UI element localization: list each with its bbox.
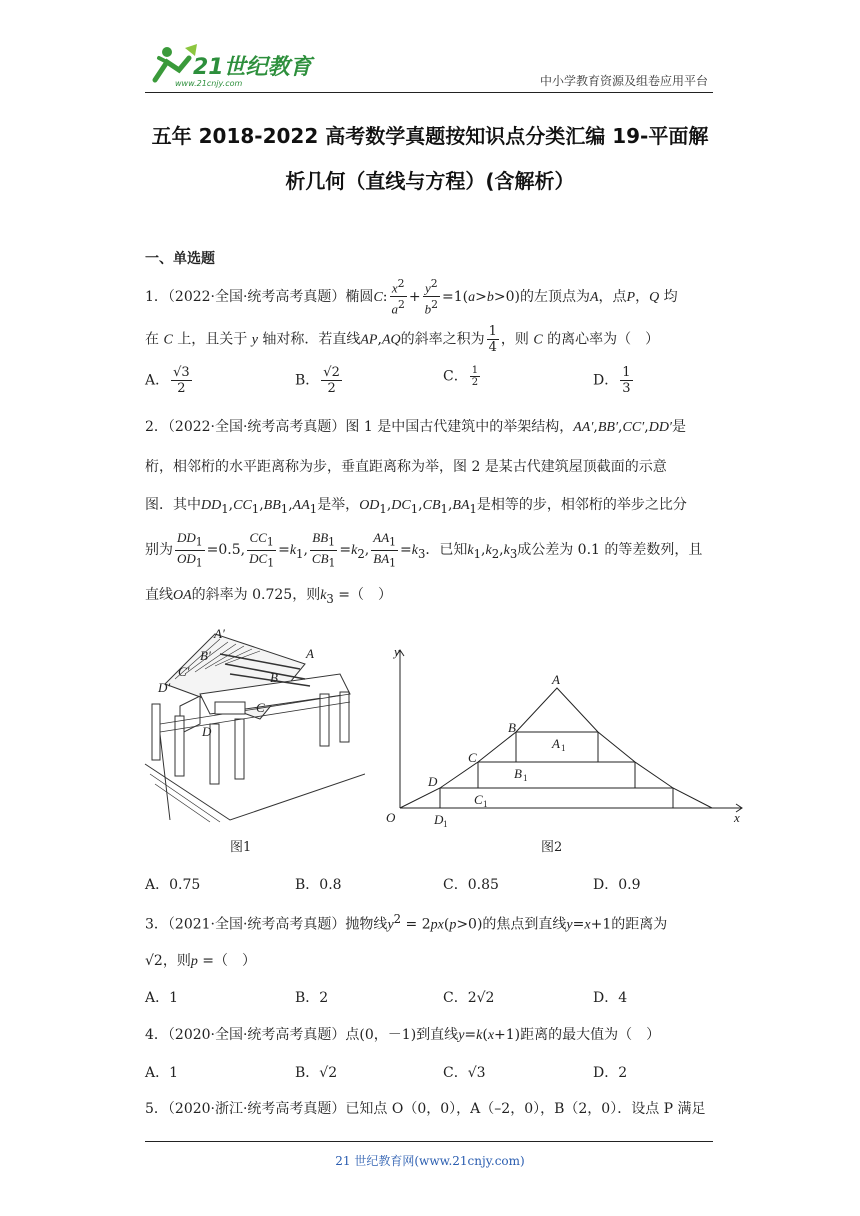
q5-line1: 5．（2020·浙江·统考高考真题）已知点 O（0，0），A（–2，0），B（2，0）．设点 P 满足 <box>145 1101 706 1117</box>
q1-option-c[interactable]: C． $\frac{1}{2}$ <box>443 365 479 388</box>
q2-option-d[interactable]: D．0.9 <box>593 877 641 893</box>
q4-line1: 4．（2020·全国·统考高考真题）点(0，－1)到直线y=k(x+1)距离的最大值为（ ） <box>145 1027 661 1043</box>
q2-line3: 图．其中$DD_1,CC_1,BB_1,AA_1$是举，$OD_1,DC_1,CB_1,BA_1$是相等的步，相邻桁的举步之比分 <box>145 497 687 516</box>
figure-1-caption: 图1 <box>230 840 252 855</box>
q2-option-a[interactable]: A．0.75 <box>145 877 201 893</box>
section-heading: 一、单选题 <box>145 251 215 267</box>
q1-option-a[interactable]: A． $\frac{√3}{2}$ <box>145 365 190 396</box>
header-rule <box>145 92 713 93</box>
q1-line2: 在 C 上，且关于 y 轴对称．若直线AP,AQ的斜率之积为 $\frac{1}{4}$ ，则 C 的离心率为（ ） <box>145 324 660 355</box>
q4-option-d[interactable]: D．2 <box>593 1065 628 1081</box>
q3-option-a[interactable]: A．1 <box>145 990 179 1006</box>
page-title-line1: 五年 2018-2022 高考数学真题按知识点分类汇编 19-平面解 <box>151 124 709 148</box>
q1-option-b[interactable]: B． $\frac{√2}{2}$ <box>295 365 340 396</box>
q4-option-a[interactable]: A．1 <box>145 1065 179 1081</box>
svg-text:B: B <box>514 766 522 781</box>
svg-text:D′: D′ <box>158 680 171 695</box>
q4-option-c[interactable]: C．√3 <box>443 1065 486 1081</box>
svg-text:D: D <box>428 774 438 789</box>
svg-text:C: C <box>474 792 483 807</box>
q1-line1: 1．（2022·全国·统考高考真题）椭圆C: $\frac{x^2}{a^2}$ + $\frac{y^2}{b^2}$ =1(a>b>0)的左顶点为A，点P，Q 均 <box>145 277 678 317</box>
svg-text:1: 1 <box>561 743 566 753</box>
svg-text:A′: A′ <box>214 626 225 641</box>
site-name: 中小学教育资源及组卷应用平台 <box>539 74 708 88</box>
svg-text:D: D <box>202 724 212 739</box>
svg-text:B: B <box>508 720 516 735</box>
figure-1-illustration <box>140 624 365 824</box>
svg-text:1: 1 <box>443 819 448 829</box>
q2-option-c[interactable]: C．0.85 <box>443 877 499 893</box>
svg-text:B′: B′ <box>200 648 211 663</box>
q2-line5: 直线OA的斜率为 0.725，则$k_3$ =（ ） <box>145 587 393 606</box>
svg-text:21世纪教育: 21世纪教育 <box>193 55 312 80</box>
svg-text:1: 1 <box>523 773 528 783</box>
svg-text:O: O <box>386 810 396 825</box>
svg-text:A: A <box>552 672 560 687</box>
q3-line1: 3．（2021·全国·统考高考真题）抛物线$y^2 = 2px(p>0)$的焦点到直线y=x+1的距离为 <box>145 912 668 933</box>
svg-text:D: D <box>434 812 444 827</box>
logo <box>145 40 315 92</box>
svg-text:C: C <box>468 750 477 765</box>
q2-line2: 桁，相邻桁的水平距离称为步，垂直距离称为举，图 2 是某古代建筑屋顶截面的示意 <box>145 459 667 475</box>
page-title-line2: 析几何（直线与方程）(含解析） <box>285 169 575 193</box>
svg-text:x: x <box>734 810 740 825</box>
figure-2-diagram <box>380 640 750 830</box>
q2-option-b[interactable]: B．0.8 <box>295 877 342 893</box>
svg-text:B: B <box>270 670 278 685</box>
q1-option-d[interactable]: D． $\frac{1}{3}$ <box>593 365 631 396</box>
q2-line1: 2．（2022·全国·统考高考真题）图 1 是中国古代建筑中的举架结构，AA′,BB′,CC′,DD′是 <box>145 419 686 435</box>
svg-text:C′: C′ <box>178 664 190 679</box>
q4-option-b[interactable]: B．√2 <box>295 1065 338 1081</box>
svg-text:y: y <box>394 644 400 659</box>
figure-2-caption: 图2 <box>541 840 563 855</box>
q3-line2: √2，则p =（ ） <box>145 953 257 969</box>
q3-option-d[interactable]: D．4 <box>593 990 628 1006</box>
q2-line4: 别为 $\frac{DD_1}{OD_1}$ =0.5, $\frac{CC_1}{DC_1}$ $=k_1$, $\frac{BB_1}{CB_1}$ $=k_2$, $\frac{AA_1}{BA_1}$ $=k_3$．已知$k_1,k_2,k_3$成公差为 0.1 的等差数列，且 <box>145 530 703 570</box>
q3-option-b[interactable]: B．2 <box>295 990 329 1006</box>
q3-option-c[interactable]: C．2√2 <box>443 990 495 1006</box>
svg-text:www.21cnjy.com: www.21cnjy.com <box>175 79 243 88</box>
svg-text:A: A <box>552 736 560 751</box>
footer-rule <box>145 1141 713 1142</box>
svg-text:C: C <box>256 700 265 715</box>
footer-link[interactable]: 21 世纪教育网(www.21cnjy.com) <box>335 1154 525 1168</box>
svg-text:1: 1 <box>483 799 488 809</box>
svg-text:A: A <box>306 646 314 661</box>
